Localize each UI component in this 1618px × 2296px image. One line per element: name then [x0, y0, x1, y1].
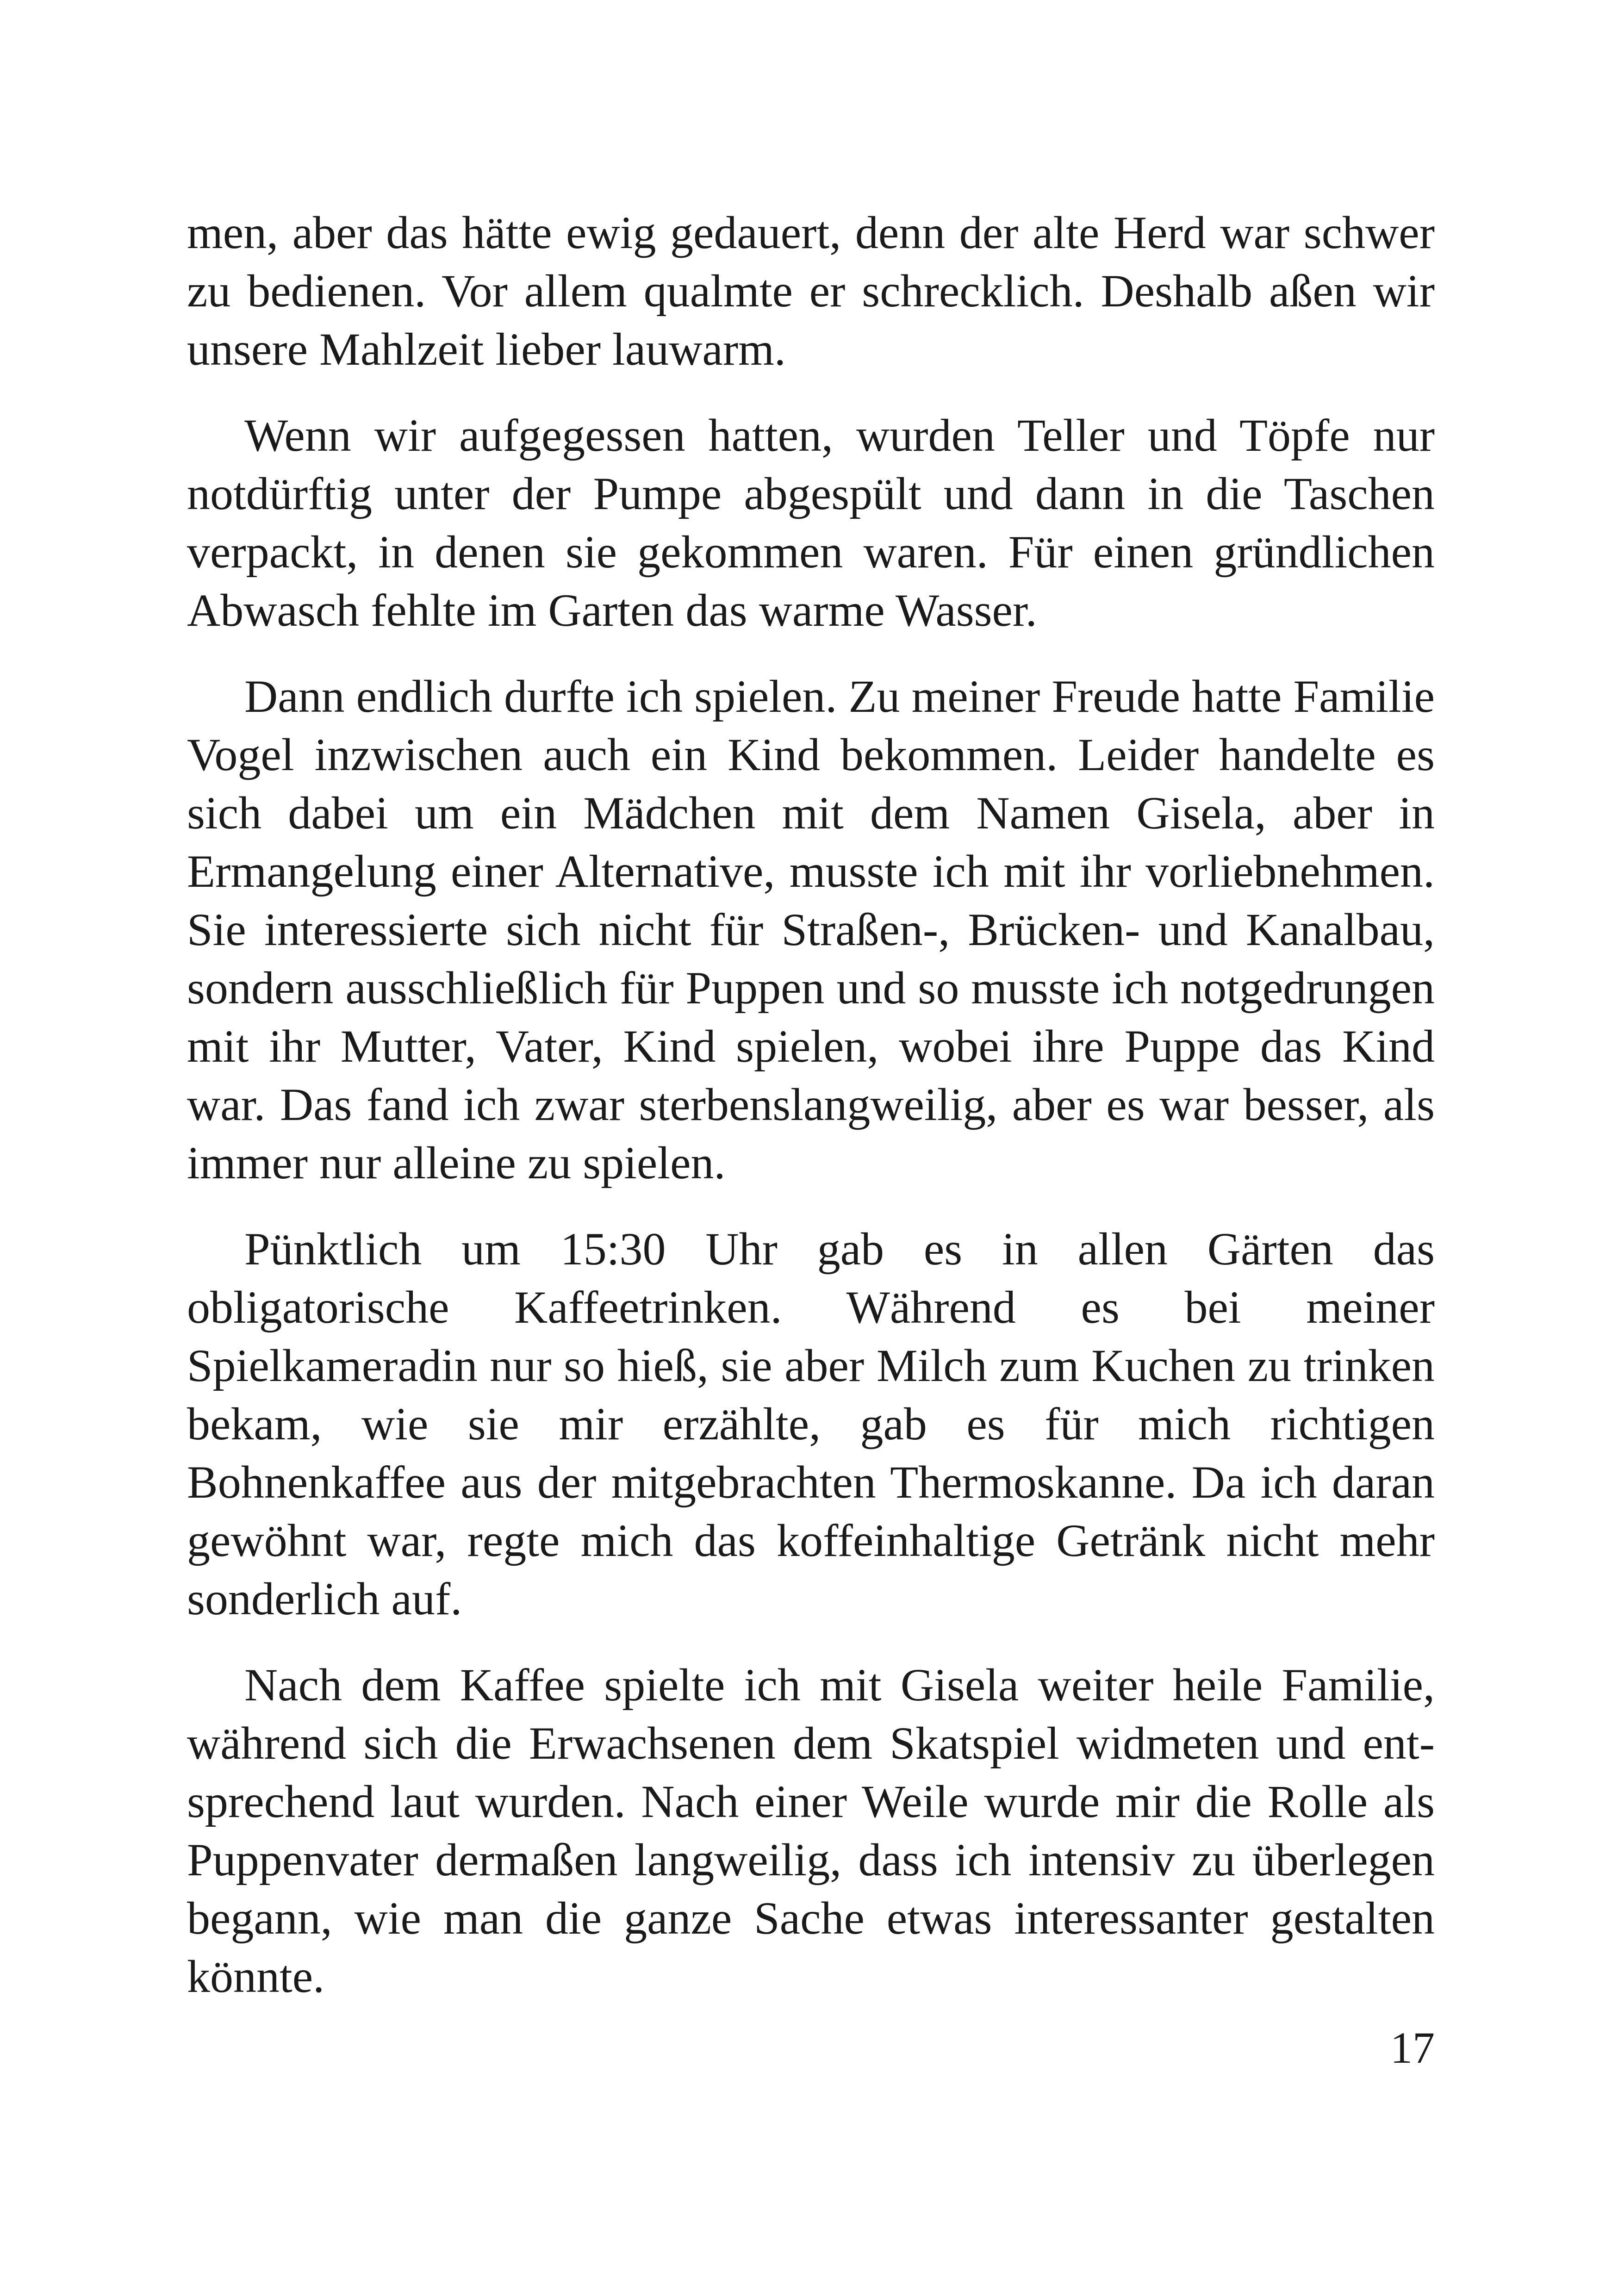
- page-number: 17: [1390, 2023, 1435, 2072]
- paragraph-5: Nach dem Kaffee spielte ich mit Gisela weiter heile Familie, während sich die Erwachsenen dem Skatspiel widmeten und entsprechend laut wurden. Nach einer Weile wurde mir die Rolle als Puppenvater dermaßen langweilig, dass ich intensiv zu überlegen begann, wie man die ganze Sache etwas interessanter gestalten könnte.: [187, 1659, 1435, 2002]
- paragraph-4: Pünktlich um 15:30 Uhr gab es in allen Gärten das obligatorische Kaffeetrinken. Während es bei meiner Spielkameradin nur so hieß, sie aber Milch zum Kuchen zu trinken bekam, wie sie mir erzählte, gab es für mich richtigen Bohnenkaffee aus der mitgebrachten Thermoskanne. Da ich daran gewöhnt war, regte mich das koffeinhaltige Getränk nicht mehr sonderlich auf.: [187, 1223, 1435, 1624]
- paragraph-3: Dann endlich durfte ich spielen. Zu meiner Freude hatte Familie Vogel inzwischen auch ein Kind bekommen. Leider handelte es sich dabei um ein Mädchen mit dem Namen Gisela, aber in Ermangelung einer Alternative, musste ich mit ihr vorliebnehmen. Sie interessierte sich nicht für Straßen-, Brücken- und Kanalbau, sondern ausschließlich für Puppen und so musste ich notgedrungen mit ihr Mutter, Vater, Kind spielen, wobei ihre Puppe das Kind war. Das fand ich zwar sterbenslangweilig, aber es war besser, als immer nur alleine zu spielen.: [187, 671, 1435, 1188]
- page-body: [187, 204, 1435, 2034]
- paragraph-2: Wenn wir aufgegessen hatten, wurden Teller und Töpfe nur notdürftig unter der Pumpe abgespült und dann in die Taschen verpackt, in denen sie gekommen waren. Für einen gründlichen Abwasch fehlte im Garten das warme Wasser.: [187, 410, 1435, 636]
- paragraph-1: men, aber das hätte ewig gedauert, denn der alte Herd war schwer zu bedienen. Vor allem qualmte er schrecklich. Deshalb aßen wir unsere Mahlzeit lieber lauwarm.: [187, 207, 1435, 375]
